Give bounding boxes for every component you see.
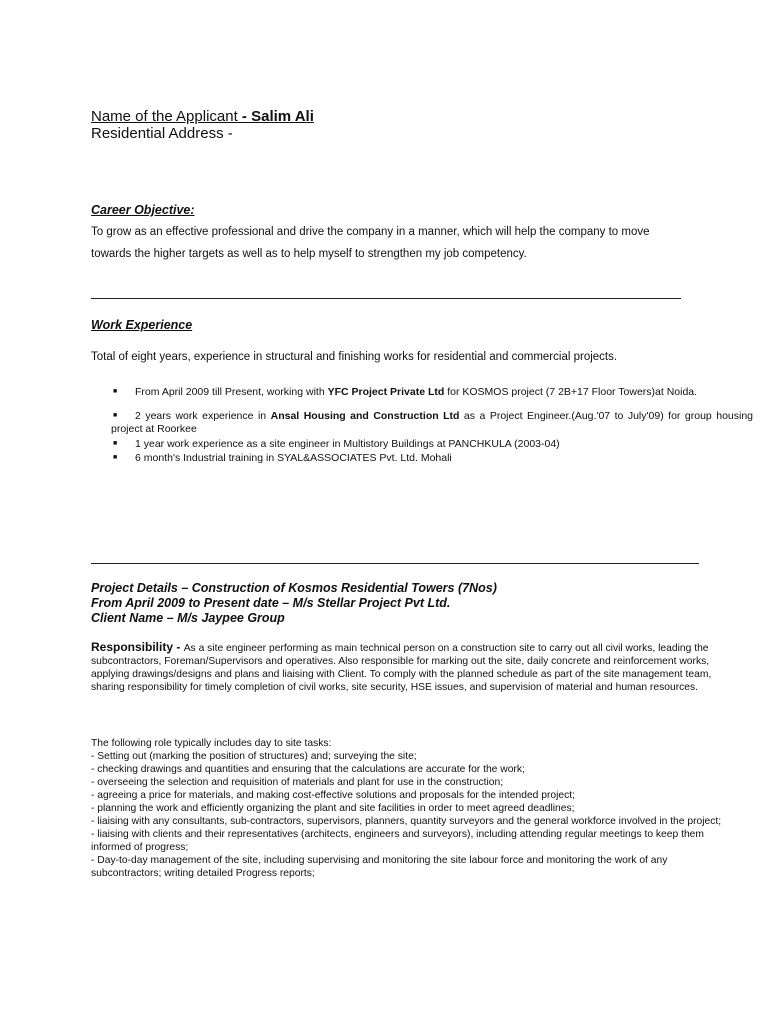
task-item: - agreeing a price for materials, and making cost-effective solutions and proposals for the intended project; [91, 790, 576, 801]
bullet-square-icon: ■ [113, 411, 118, 419]
work-experience-title: Work Experience [91, 318, 193, 332]
client-name-line: Client Name – M/s Jaypee Group [91, 611, 285, 625]
tasks-section [91, 737, 732, 880]
career-objective-line: towards the higher targets as well as to help myself to strengthen my job competency. [91, 248, 527, 260]
project-details [91, 581, 731, 626]
bullet-square-icon: ■ [113, 388, 118, 395]
task-item: - Setting out (marking the position of structures) and; surveying the site; [91, 751, 417, 762]
list-item: ■ 6 month's Industrial training in SYAL&ASSOCIATES Pvt. Ltd. Mohali [113, 452, 452, 464]
applicant-name-line [91, 108, 314, 125]
project-duration-line: From April 2009 to Present date – M/s Stellar Project Pvt Ltd. [91, 596, 451, 610]
divider [91, 298, 681, 299]
project-details-line: Project Details – Construction of Kosmos Residential Towers (7Nos) [91, 581, 497, 595]
residential-address-label: Residential Address - [91, 125, 233, 142]
task-item: - checking drawings and quantities and ensuring that the calculations are accurate for the work; [91, 764, 525, 775]
work-experience-list [111, 385, 753, 466]
career-objective-title: Career Objective: [91, 203, 195, 217]
tasks-intro: The following role typically includes day to site tasks: [91, 738, 332, 749]
task-item: - liaising with clients and their representatives (architects, engineers and surveyors), including attending regular meetings to keep them informed of progress; [91, 829, 704, 853]
list-item: ■ From April 2009 till Present, working with YFC Project Private Ltd for KOSMOS project (7 2B+17 Floor Towers)at Noida. [113, 386, 698, 398]
career-objective-text [91, 221, 741, 265]
responsibility-text: As a site engineer performing as main technical person on a construction site to carry out all civil works, leading the subcontractors, Foreman/Supervisors and operatives. Also responsible for marking out the site, daily concrete and reinforcement works, applying drawings/designs and plans and liaising with Client. To comply with the planned schedule as part of the site management team, sharing responsibility for timely completion of civil works, site security, HSE issues, and supervision of material and human resources. [91, 643, 712, 693]
bullet-square-icon: ■ [113, 439, 118, 447]
applicant-name-value: - Salim Ali [237, 108, 314, 125]
list-item: ■ 2 years work experience in Ansal Housing and Construction Ltd as a Project Engineer.(Aug.'07 to July'09) for group housing project at Roorkee [111, 409, 754, 435]
list-item: ■ 1 year work experience as a site engineer in Multistory Buildings at PANCHKULA (2003-04) [113, 437, 560, 450]
task-item: - planning the work and efficiently organizing the plant and site facilities in order to meet agreed deadlines; [91, 803, 575, 814]
bullet-square-icon: ■ [113, 454, 118, 461]
applicant-name-label: Name of the Applicant [91, 108, 238, 125]
divider [91, 563, 699, 564]
work-experience-summary: Total of eight years, experience in structural and finishing works for residential and commercial projects. [91, 351, 618, 363]
responsibility-label: Responsibility - [91, 640, 184, 654]
task-item: - overseeing the selection and requisition of materials and plant for use in the construction; [91, 777, 504, 788]
task-item: - Day-to-day management of the site, including supervising and monitoring the site labour force and monitoring the work of any subcontractors; writing detailed Progress reports; [91, 855, 668, 879]
responsibility-paragraph [91, 641, 732, 694]
career-objective-line: To grow as an effective professional and drive the company in a manner, which will help the company to move [91, 226, 650, 238]
task-item: - liaising with any consultants, sub-contractors, supervisors, planners, quantity surveyors and the general workforce involved in the project; [91, 816, 722, 827]
